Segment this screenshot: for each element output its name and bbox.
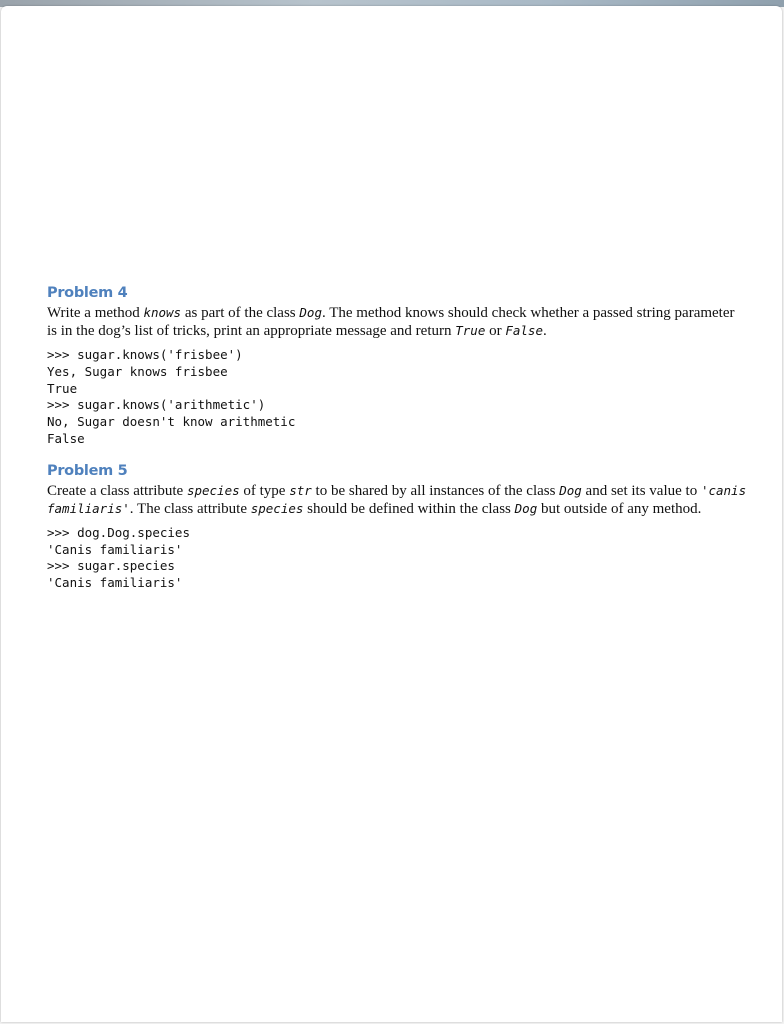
document-page xyxy=(1,6,782,1022)
text-run: of type xyxy=(239,482,290,499)
code-line: Yes, Sugar knows frisbee xyxy=(47,363,228,379)
code-line: False xyxy=(47,430,85,446)
code-term-false: False xyxy=(505,323,543,338)
text-run: should be defined within the class xyxy=(303,500,515,517)
text-run: to be shared by all instances of the class xyxy=(311,482,560,499)
code-line: 'Canis familiaris' xyxy=(47,575,183,591)
code-term-true: True xyxy=(455,323,486,338)
code-line: >>> sugar.species xyxy=(47,558,175,574)
document-content xyxy=(47,284,747,592)
text-run: or xyxy=(485,323,506,339)
code-term-dog: Dog xyxy=(514,500,538,516)
problem-5-code-example xyxy=(47,525,747,592)
text-run: Create a class attribute xyxy=(47,482,187,499)
code-line: >>> dog.Dog.species xyxy=(47,524,190,540)
text-run: as part of the class xyxy=(181,305,300,321)
text-run: . xyxy=(543,323,547,339)
text-run: . The class attribute xyxy=(129,500,251,517)
code-term-dog: Dog xyxy=(299,305,322,320)
text-run: . The method knows should check whether a passed string parameter is in the dog’s list of tricks, print an appropriate message and return xyxy=(47,305,735,339)
text-run: but outside of any method. xyxy=(537,500,702,517)
code-line: No, Sugar doesn't know arithmetic xyxy=(47,414,296,430)
text-run: Write a method xyxy=(47,305,144,321)
code-line: >>> sugar.knows('arithmetic') xyxy=(47,397,266,413)
code-term-canis-familiaris: 'canis familiaris' xyxy=(47,482,747,516)
code-term-dog: Dog xyxy=(559,482,582,498)
problem-4-description xyxy=(47,304,747,340)
code-line: >>> sugar.knows('frisbee') xyxy=(47,347,243,362)
problem-4-section xyxy=(47,284,747,448)
text-run: and set its value to xyxy=(581,482,701,499)
code-line: True xyxy=(47,380,78,396)
problem-4-code-example xyxy=(47,347,747,448)
code-term-str: str xyxy=(289,482,312,498)
problem-5-section xyxy=(47,462,747,592)
problem-5-description xyxy=(47,482,747,518)
code-term-species: species xyxy=(186,482,240,498)
problem-5-heading: Problem 5 xyxy=(47,462,128,479)
code-line: 'Canis familiaris' xyxy=(47,541,183,557)
problem-4-heading: Problem 4 xyxy=(47,285,128,301)
code-term-species: species xyxy=(250,500,304,516)
code-term-knows: knows xyxy=(143,305,182,320)
